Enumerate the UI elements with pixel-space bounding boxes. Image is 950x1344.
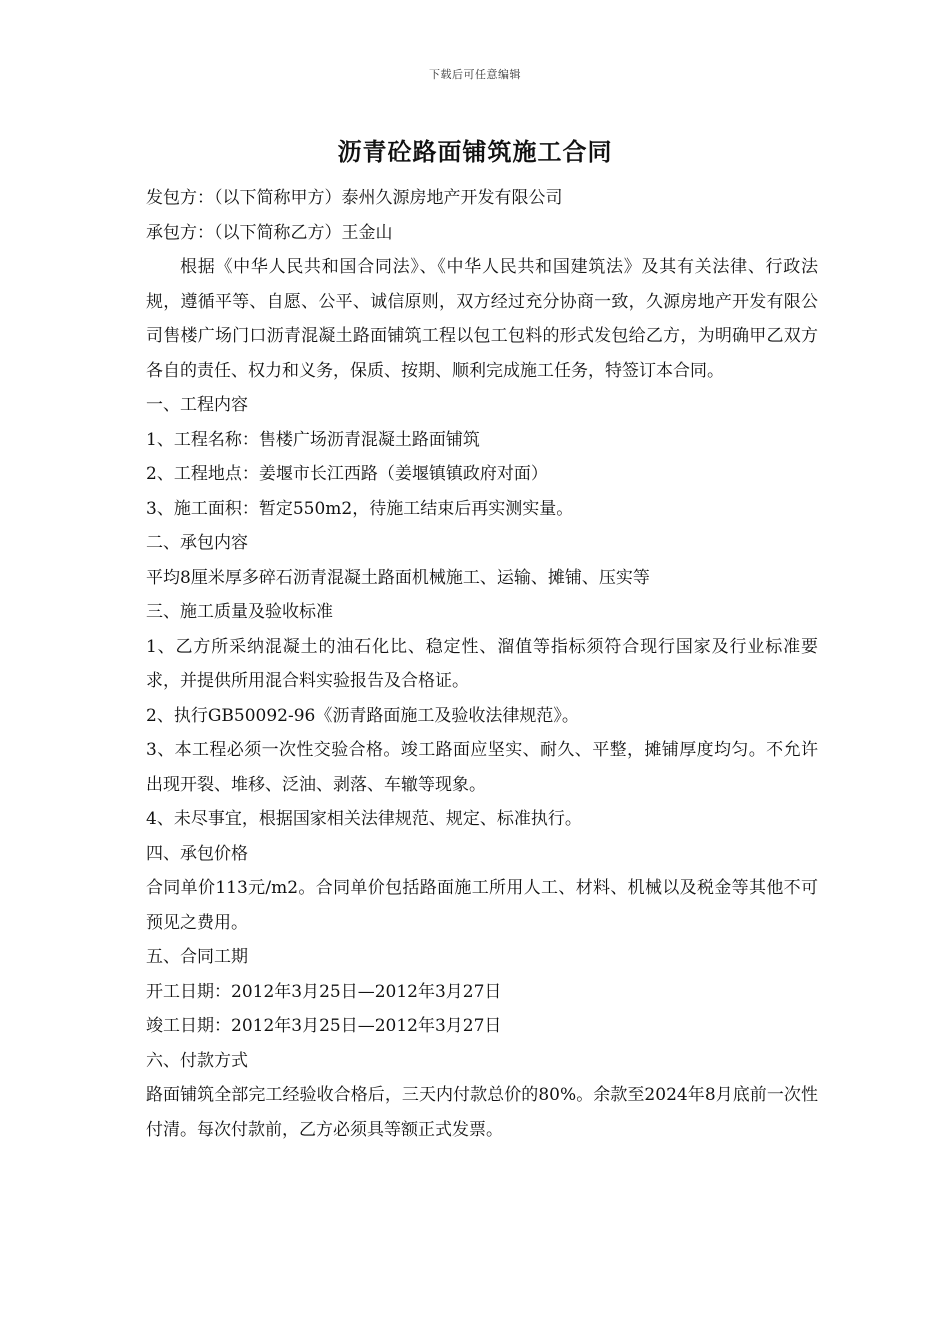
section-heading-5: 五、合同工期	[146, 947, 248, 967]
section-heading-4: 四、承包价格	[146, 843, 248, 864]
header-note: 下载后可任意编辑	[429, 68, 521, 81]
quality-item-3: 3、本工程必须一次性交验合格。竣工路面应坚实、耐久、平整，摊铺厚度均匀。不允许出现开裂、堆移、泛油、剥落、车辙等现象。	[146, 740, 818, 795]
section-heading-3: 三、施工质量及验收标准	[146, 602, 333, 622]
document-title: 沥青砼路面铺筑施工合同	[337, 137, 613, 166]
section-heading-6: 六、付款方式	[146, 1050, 248, 1071]
start-date-line: 开工日期：2012年3月25日—2012年3月27日	[146, 981, 502, 1002]
finish-date-line: 竣工日期：2012年3月25日—2012年3月27日	[146, 1016, 502, 1036]
project-location-item: 2、工程地点：姜堰市长江西路（姜堰镇镇政府对面）	[146, 464, 548, 484]
quality-item-2: 2、执行GB50092-96《沥青路面施工及验收法律规范》。	[146, 705, 579, 726]
document-body	[146, 181, 818, 1147]
section-heading-1: 一、工程内容	[146, 395, 248, 415]
intro-paragraph: 根据《中华人民共和国合同法》、《中华人民共和国建筑法》及其有关法律、行政法规，遵循平等、自愿、公平、诚信原则，双方经过充分协商一致，久源房地产开发有限公司售楼广场门口沥青混凝土路面铺筑工程以包工包料的形式发包给乙方，为明确甲乙双方各自的责任、权力和义务，保质、按期、顺利完成施工任务，特签订本合同。	[146, 257, 818, 381]
project-name-item: 1、工程名称：售楼广场沥青混凝土路面铺筑	[146, 429, 480, 450]
party-b-line: 承包方：（以下简称乙方）王金山	[146, 222, 393, 243]
project-area-item: 3、施工面积：暂定550m2，待施工结束后再实测实量。	[146, 498, 574, 519]
party-a-line: 发包方：（以下简称甲方）泰州久源房地产开发有限公司	[146, 188, 563, 208]
price-text: 合同单价113元/m2。合同单价包括路面施工所用人工、材料、机械以及税金等其他不可预见之费用。	[146, 878, 818, 933]
contract-scope-text: 平均8厘米厚多碎石沥青混凝土路面机械施工、运输、摊铺、压实等	[146, 567, 650, 588]
quality-item-1: 1、乙方所采纳混凝土的油石化比、稳定性、溜值等指标须符合现行国家及行业标准要求，并提供所用混合料实验报告及合格证。	[146, 636, 818, 691]
quality-item-4: 4、未尽事宜，根据国家相关法律规范、规定、标准执行。	[146, 809, 582, 829]
payment-text: 路面铺筑全部完工经验收合格后，三天内付款总价的80%。余款至2024年8月底前一次性付清。每次付款前，乙方必须具等额正式发票。	[146, 1085, 818, 1140]
section-heading-2: 二、承包内容	[146, 533, 248, 553]
